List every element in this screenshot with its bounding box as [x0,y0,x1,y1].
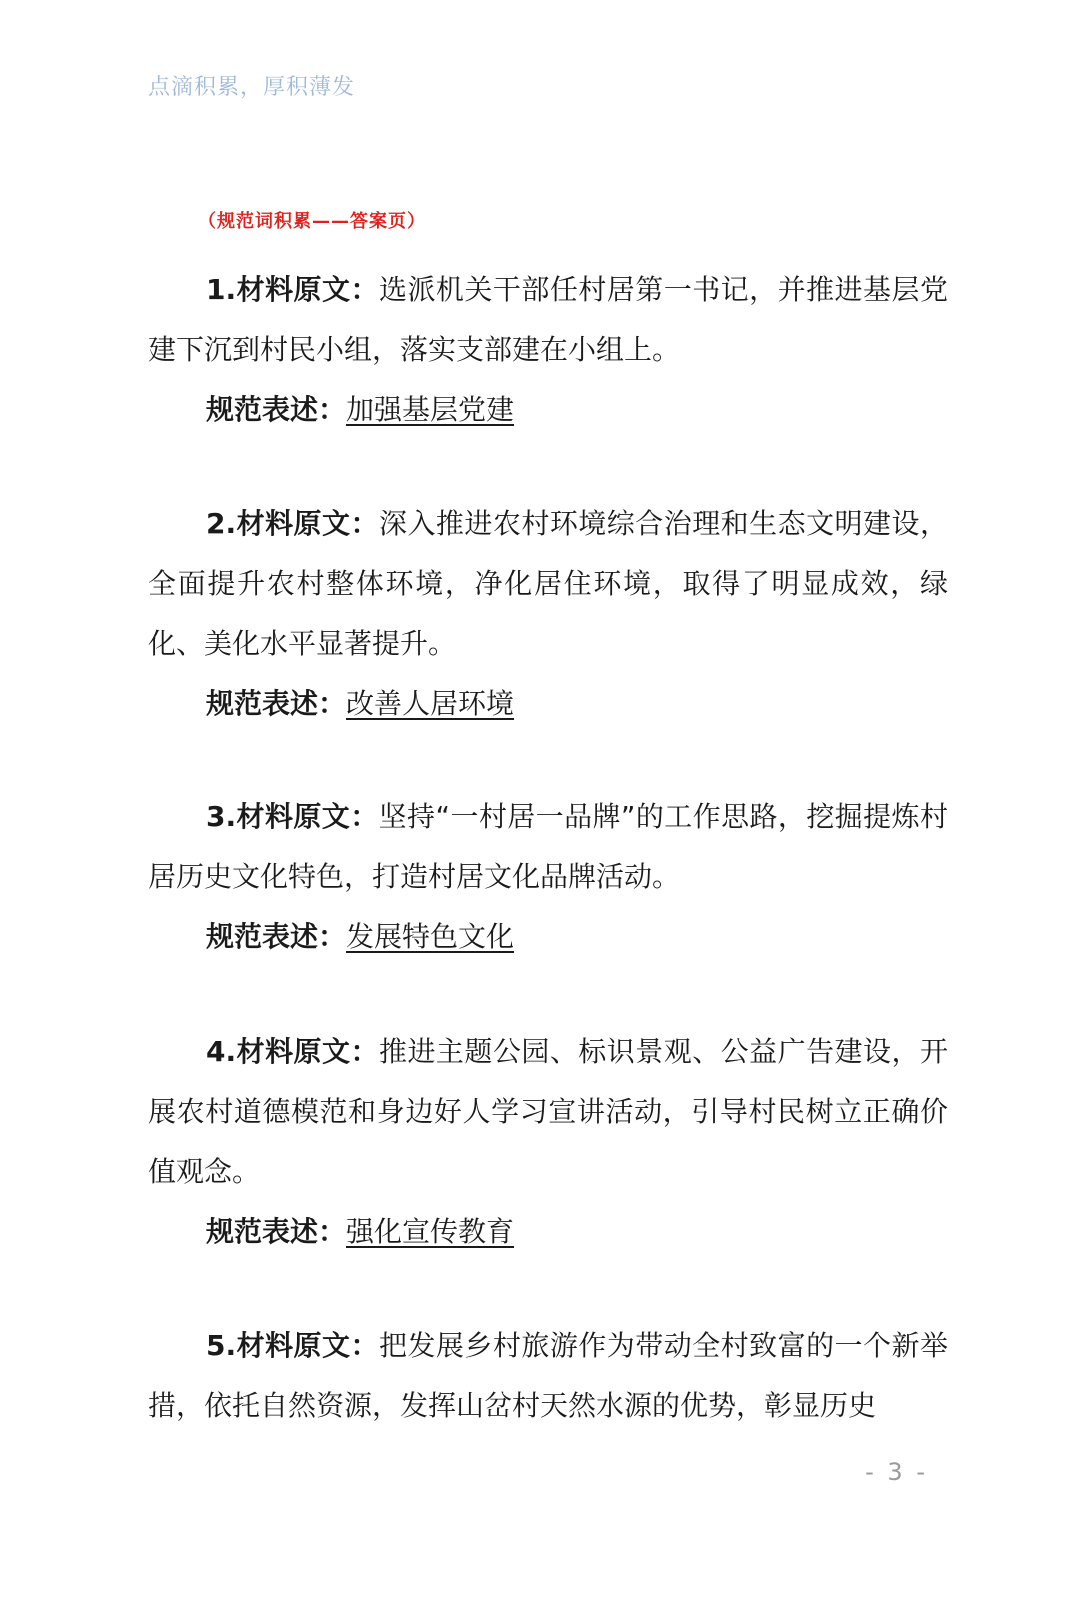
material-text: 把发展乡村旅游作为带动全村致富的一个新举措，依托自然资源，发挥山岔村天然水源的优势，彰显历史 [148,1329,948,1422]
item-2 [148,494,948,734]
header-motto: 点滴积累，厚积薄发 [148,75,356,100]
material-paragraph [148,787,948,907]
section-subtitle: （规范词积累——答案页） [198,211,426,232]
standard-expression [148,674,948,734]
material-paragraph [148,494,948,674]
standard-label: 规范表述： [206,687,347,720]
standard-answer: 发展特色文化 [346,920,515,953]
material-text: 选派机关干部任村居第一书记，并推进基层党建下沉到村民小组，落实支部建在小组上。 [148,273,948,366]
standard-label: 规范表述： [206,920,347,953]
material-lead: 5.材料原文： [206,1329,379,1362]
standard-expression [148,380,948,440]
material-paragraph [148,1022,948,1202]
material-lead: 4.材料原文： [206,1035,379,1068]
material-paragraph [148,1316,948,1436]
page-number: - 3 - [865,1458,928,1486]
standard-answer: 加强基层党建 [346,393,515,426]
material-lead: 1.材料原文： [206,273,379,306]
standard-label: 规范表述： [206,1215,347,1248]
item-1 [148,260,948,440]
material-text: 坚持“一村居一品牌”的工作思路，挖掘提炼村居历史文化特色，打造村居文化品牌活动。 [148,800,949,893]
material-lead: 3.材料原文： [206,800,379,833]
material-lead: 2.材料原文： [206,507,379,540]
material-paragraph [148,260,948,380]
material-text: 推进主题公园、标识景观、公益广告建设，开展农村道德模范和身边好人学习宣讲活动，引导村民树立正确价值观念。 [148,1035,948,1188]
standard-answer: 改善人居环境 [346,687,515,720]
material-text: 深入推进农村环境综合治理和生态文明建设，全面提升农村整体环境，净化居住环境，取得了明显成效，绿化、美化水平显著提升。 [148,507,948,660]
item-4 [148,1022,948,1262]
standard-label: 规范表述： [206,393,347,426]
standard-expression [148,1202,948,1262]
item-5 [148,1316,948,1436]
standard-answer: 强化宣传教育 [346,1215,515,1248]
standard-expression [148,907,948,967]
item-3 [148,787,948,967]
